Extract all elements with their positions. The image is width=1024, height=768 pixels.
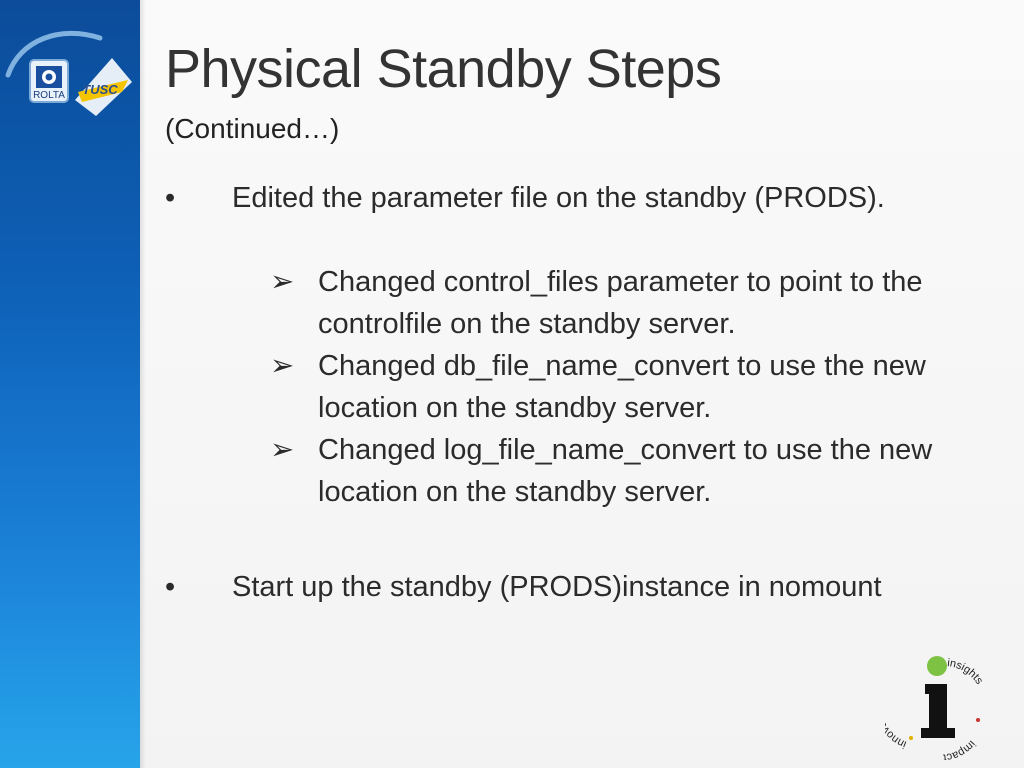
svg-text:innovation [885,703,908,751]
bullet-marker: • [165,571,176,603]
sub-bullet-text: Changed db_file_name_convert to use the new location on the standby server. [318,350,926,424]
innovation-badge-logo [885,650,995,760]
slide-title: Physical Standby Steps [165,39,722,99]
svg-text:insights [947,657,986,687]
arrow-bullet-icon: ➢ [270,350,295,382]
logo-group [0,20,140,130]
sub-bullet-text: Changed log_file_name_convert to use the new location on the standby server. [318,434,933,508]
svg-text:impact [943,738,978,760]
sidebar-panel [0,0,140,768]
badge-word-impact: impact [942,738,978,760]
arrow-bullet-icon: ➢ [270,434,295,466]
badge-i-glyph [921,684,955,738]
bullet-text: Start up the standby (PRODS)instance in nomount [232,571,882,603]
bullet-marker: • [165,182,176,214]
bullet-text: Edited the parameter file on the standby (PRODS). [232,182,885,214]
sub-bullet-text: Changed control_files parameter to point to the controlfile on the standby server. [318,266,923,340]
badge-word-innovation: inn [888,732,909,751]
badge-word-insights: insights [946,657,986,687]
arrow-bullet-icon: ➢ [270,266,295,298]
slide-subtitle: (Continued…) [165,113,340,144]
rolta-tusc-logo [0,20,140,130]
badge-green-dot [927,656,947,676]
tusc-label: TUSC [82,82,118,97]
rolta-label: ROLTA [33,90,65,101]
